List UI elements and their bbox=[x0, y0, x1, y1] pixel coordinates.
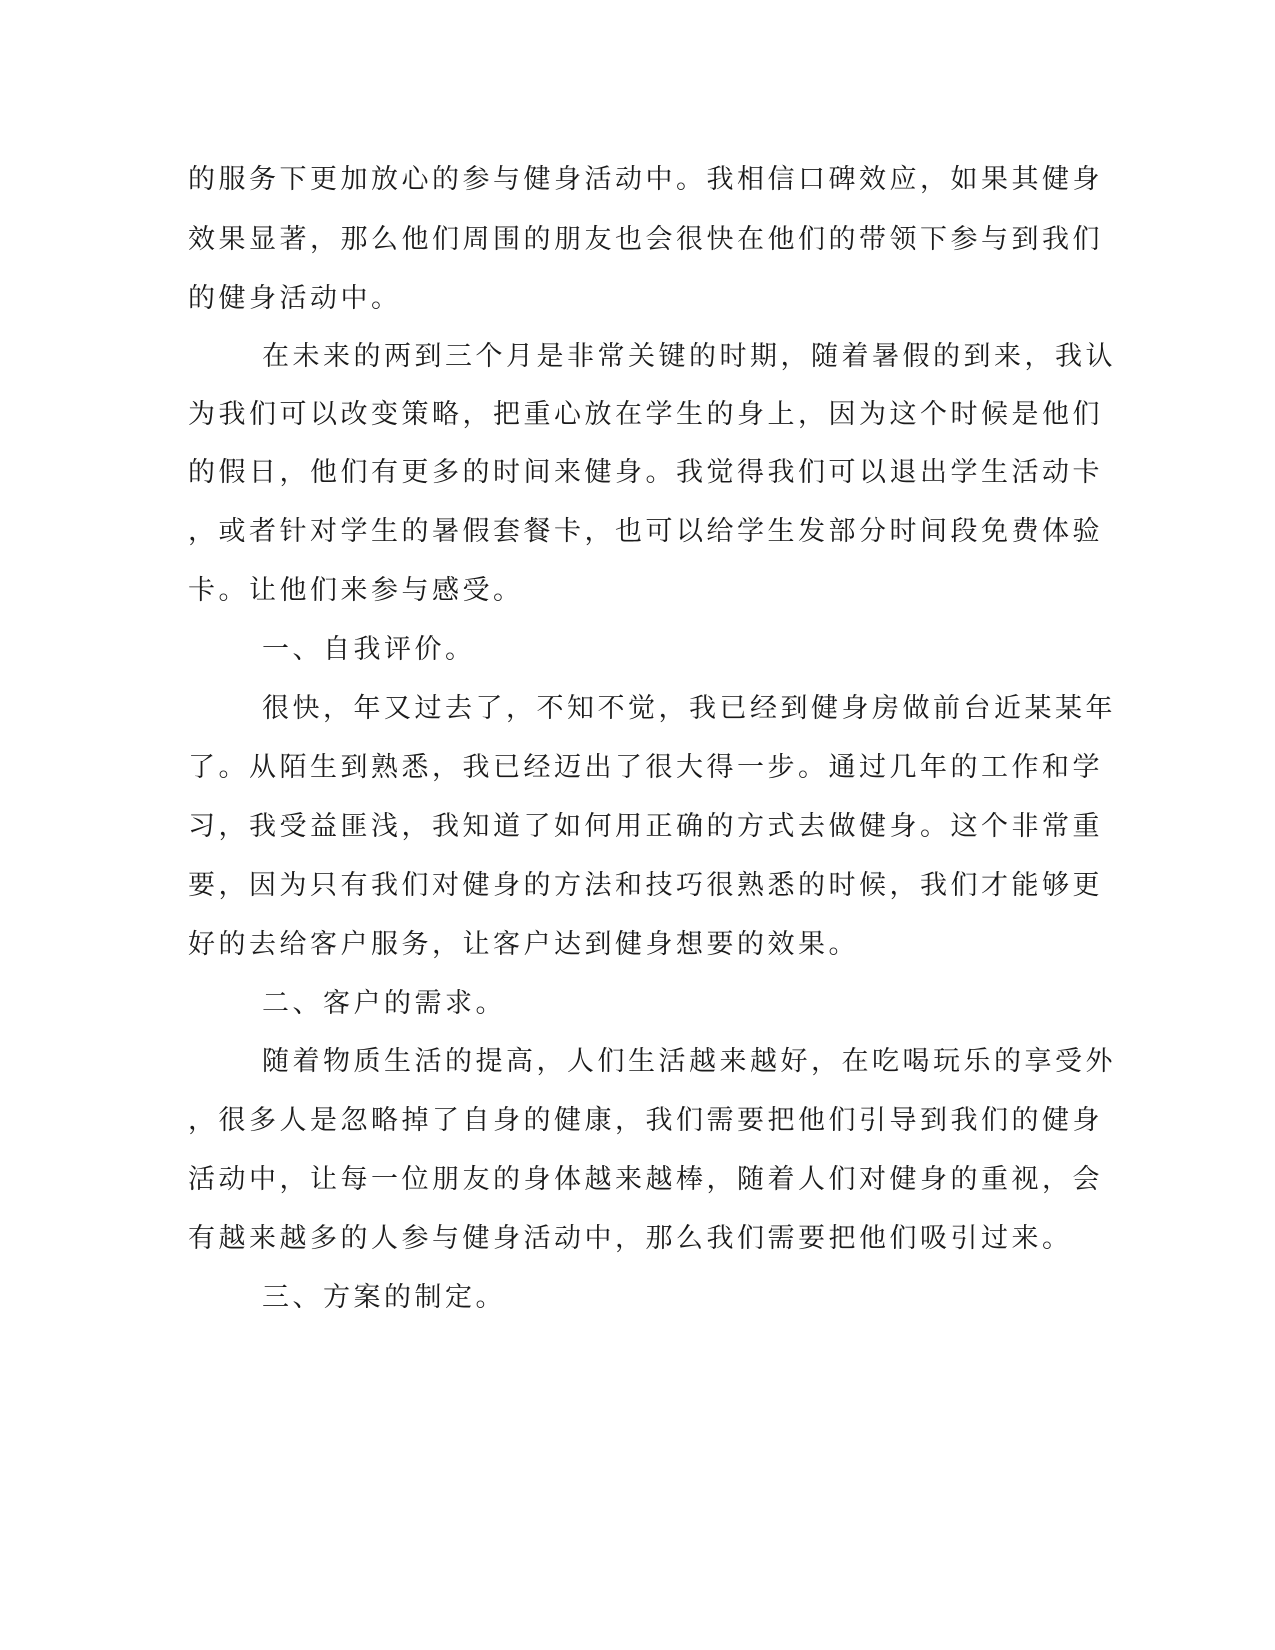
section-heading: 三、方案的制定。 bbox=[262, 1282, 506, 1313]
text-line: 为我们可以改变策略，把重心放在学生的身上，因为这个时候是他们 bbox=[188, 399, 1103, 430]
text-line: 习，我受益匪浅，我知道了如何用正确的方式去做健身。这个非常重 bbox=[188, 811, 1103, 842]
text-line: 活动中，让每一位朋友的身体越来越棒，随着人们对健身的重视，会 bbox=[188, 1164, 1103, 1195]
text-line: 有越来越多的人参与健身活动中，那么我们需要把他们吸引过来。 bbox=[188, 1223, 1073, 1254]
text-line: 的假日，他们有更多的时间来健身。我觉得我们可以退出学生活动卡 bbox=[188, 457, 1103, 488]
text-line: 的服务下更加放心的参与健身活动中。我相信口碑效应，如果其健身 bbox=[188, 164, 1103, 195]
paragraph-first-line: 很快，年又过去了，不知不觉，我已经到健身房做前台近某某年 bbox=[262, 693, 1116, 724]
text-line: 卡。让他们来参与感受。 bbox=[188, 575, 524, 606]
text-line: ，或者针对学生的暑假套餐卡，也可以给学生发部分时间段免费体验 bbox=[188, 516, 1103, 547]
section-heading: 一、自我评价。 bbox=[262, 634, 476, 665]
paragraph-first-line: 在未来的两到三个月是非常关键的时期，随着暑假的到来，我认 bbox=[262, 341, 1116, 372]
text-line: 好的去给客户服务，让客户达到健身想要的效果。 bbox=[188, 929, 859, 960]
text-line: ，很多人是忽略掉了自身的健康，我们需要把他们引导到我们的健身 bbox=[188, 1105, 1103, 1136]
text-line: 要，因为只有我们对健身的方法和技巧很熟悉的时候，我们才能够更 bbox=[188, 870, 1103, 901]
text-line: 效果显著，那么他们周围的朋友也会很快在他们的带领下参与到我们 bbox=[188, 224, 1103, 255]
section-heading: 二、客户的需求。 bbox=[262, 988, 506, 1019]
text-line: 的健身活动中。 bbox=[188, 283, 402, 314]
paragraph-first-line: 随着物质生活的提高，人们生活越来越好，在吃喝玩乐的享受外 bbox=[262, 1046, 1116, 1077]
text-line: 了。从陌生到熟悉，我已经迈出了很大得一步。通过几年的工作和学 bbox=[188, 752, 1103, 783]
